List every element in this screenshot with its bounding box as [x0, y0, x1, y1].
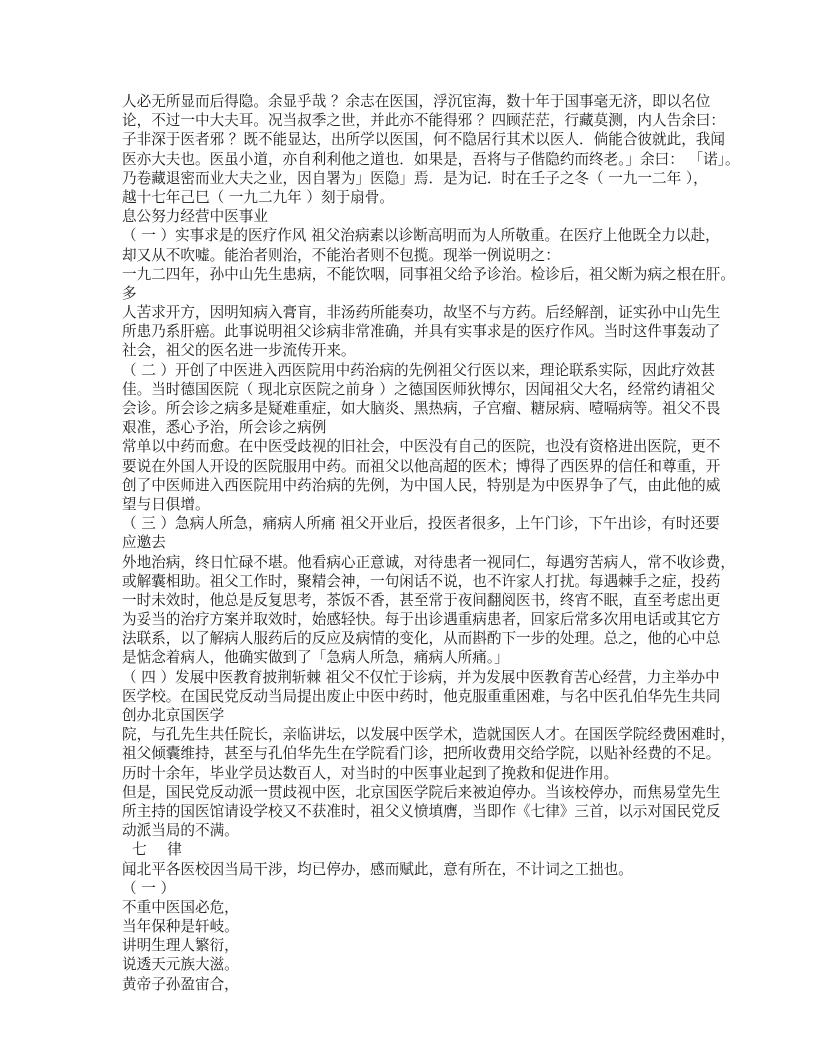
text-line: 所患乃系肝癌。此事说明祖父诊病非常准确，并具有实事求是的医疗作风。当时这件事轰动了	[122, 323, 721, 341]
poem-preface: 闻北平各医校因当局干涉，均已停办，感而赋此，意有所在，不计词之工拙也。	[122, 860, 633, 878]
text-line: 法联系，以了解病人服药后的反应及病情的变化，从而斟酌下一步的处理。总之，他的心中总	[122, 630, 721, 648]
text-line: 艰准，悉心予治，所会诊之病例	[122, 419, 327, 437]
text-line: 所主持的国医馆请设学校又不获准时，祖父义愤填膺，当即作《七律》三首，以示对国民党反	[122, 802, 721, 820]
poem-number: （ 一 ）	[122, 879, 176, 897]
text-line: 会诊。所会诊之病多是疑难重症，如大脑炎、黑热病，子宫瘤、糖尿病、噎嗝病等。祖父不畏	[122, 400, 721, 417]
poem-verse: 讲明生理人繁衍，	[122, 937, 239, 955]
text-line: 历时十余年，毕业学员达数百人，对当时的中医事业起到了挽救和促进作用。	[122, 764, 619, 782]
text-line: 祖父倾囊维持，甚至与孔伯华先生在学院看门诊，把所收费用交给学院，以贴补经费的不足。	[122, 745, 721, 763]
poem-title: 七 律	[132, 841, 190, 859]
text-line: 创了中医师进入西医院用中药治病的先例，为中国人民，特别是为中医界争了气，由此他的威	[122, 476, 721, 494]
document-page	[122, 92, 740, 994]
text-line: 外地治病，终日忙碌不堪。他看病心正意诚，对待患者一视同仁，每遇穷苦病人，常不收诊费，	[122, 553, 735, 571]
section-heading: 息公努力经营中医事业	[122, 208, 268, 226]
text-line: （ 三 ）急病人所急，痛病人所痛 祖父开业后，投医者很多，上午门诊，下午出诊，有时还要	[122, 515, 720, 533]
text-line: （ 一 ）实事求是的医疗作风 祖父治病素以诊断高明而为人所敬重。在医疗上他既全力以赴，	[122, 227, 720, 245]
text-line: 望与日俱增。	[122, 495, 210, 513]
text-line: 要说在外国人开设的医院服用中药。而祖父以他高超的医术；博得了西医界的信任和尊重，开	[122, 457, 721, 475]
poem-verse: 不重中医国必危，	[122, 898, 239, 916]
text-line: 或解囊相助。祖父工作时，聚精会神，一句闲话不说，也不许家人打扰。每遇棘手之症，投药	[122, 572, 721, 590]
poem-verse: 当年保种是轩岐。	[122, 918, 239, 936]
text-line: 应邀去	[122, 534, 166, 552]
poem-verse: 黄帝子孙盈宙合，	[122, 975, 239, 993]
text-line: 一九二四年，孙中山先生患病，不能饮咽，同事祖父给予诊治。检诊后，祖父断为病之根在肝。	[122, 265, 735, 283]
text-line: 子非深于医者邪 ？既不能显达，出所学以医国，何不隐居行其术以医人．倘能合彼就此，我闻	[122, 131, 725, 149]
text-line: 动派当局的不满。	[122, 822, 239, 840]
text-line: 医亦大夫也。医虽小道，亦自利利他之道也．如果是，吾将与子偕隐约而终老。」余曰： 「诺」。	[122, 150, 740, 168]
text-line: 是惦念着病人，他确实做到了「急病人所急，痛病人所痛。」	[122, 649, 509, 667]
text-line: 社会，祖父的医名进一步流传开来。	[122, 342, 356, 360]
text-line: 论，不过一中大夫耳。况当叔季之世，并此亦不能得邪 ？四顾茫茫，行藏莫测，内人告余曰：	[122, 112, 725, 130]
text-line: 越十七年己巳（ 一九二九年 ）刻于扇骨。	[122, 188, 394, 206]
text-line: 人苦求开方，因明知病入膏肓，非汤药所能奏功，故坚不与方药。后经解剖，证实孙中山先生	[122, 304, 721, 322]
text-line: 人必无所显而后得隐。余显乎哉 ？余志在医国，浮沉宦海，数十年于国事毫无济，即以名位	[122, 93, 711, 110]
text-line: 医学校。在国民党反动当局提出废止中医中药时，他克服重重困难，与名中医孔伯华先生共同	[122, 687, 721, 705]
text-line: （ 二 ）开创了中医进入西医院用中药治病的先例祖父行医以来，理论联系实际，因此疗效甚	[122, 361, 716, 379]
text-line: （ 四 ）发展中医教育披荆斩棘 祖父不仅忙于诊病，并为发展中医教育苦心经营，力主举办中	[122, 668, 720, 686]
text-line: 乃卷藏退密而业大夫之业，因自署为」医隐」焉．是为记．时在壬子之冬（ 一九一二年 ），	[122, 169, 708, 187]
text-line: 多	[122, 284, 137, 302]
text-line: 院，与孔先生共任院长，亲临讲坛，以发展中医学术，造就国医人才。在国医学院经费困难时，	[122, 726, 735, 744]
poem-verse: 说透天元族大滋。	[122, 956, 239, 974]
text-line: 创办北京国医学	[122, 707, 225, 724]
text-line: 一时未效时，他总是反复思考，茶饭不香，甚至常于夜间翻阅医书，终宵不眠，直至考虑出更	[122, 591, 721, 609]
text-line: 常单以中药而愈。在中医受歧视的旧社会，中医没有自己的医院，也没有资格进出医院，更不	[122, 438, 721, 456]
text-line: 却又从不吹嘘。能治者则治，不能治者则不包揽。现举一例说明之：	[122, 246, 560, 264]
text-line: 但是，国民党反动派一贯歧视中医，北京国医学院后来被迫停办。当该校停办，而焦易堂先生	[122, 783, 721, 801]
text-line: 为妥当的治疗方案并取效时，始感轻快。每于出诊遇重病患者，回家后常多次用电话或其它方	[122, 611, 721, 629]
text-line: 佳。当时德国医院（ 现北京医院之前身 ）之德国医师狄博尔，因闻祖父大名，经常约请祖父	[122, 380, 716, 398]
